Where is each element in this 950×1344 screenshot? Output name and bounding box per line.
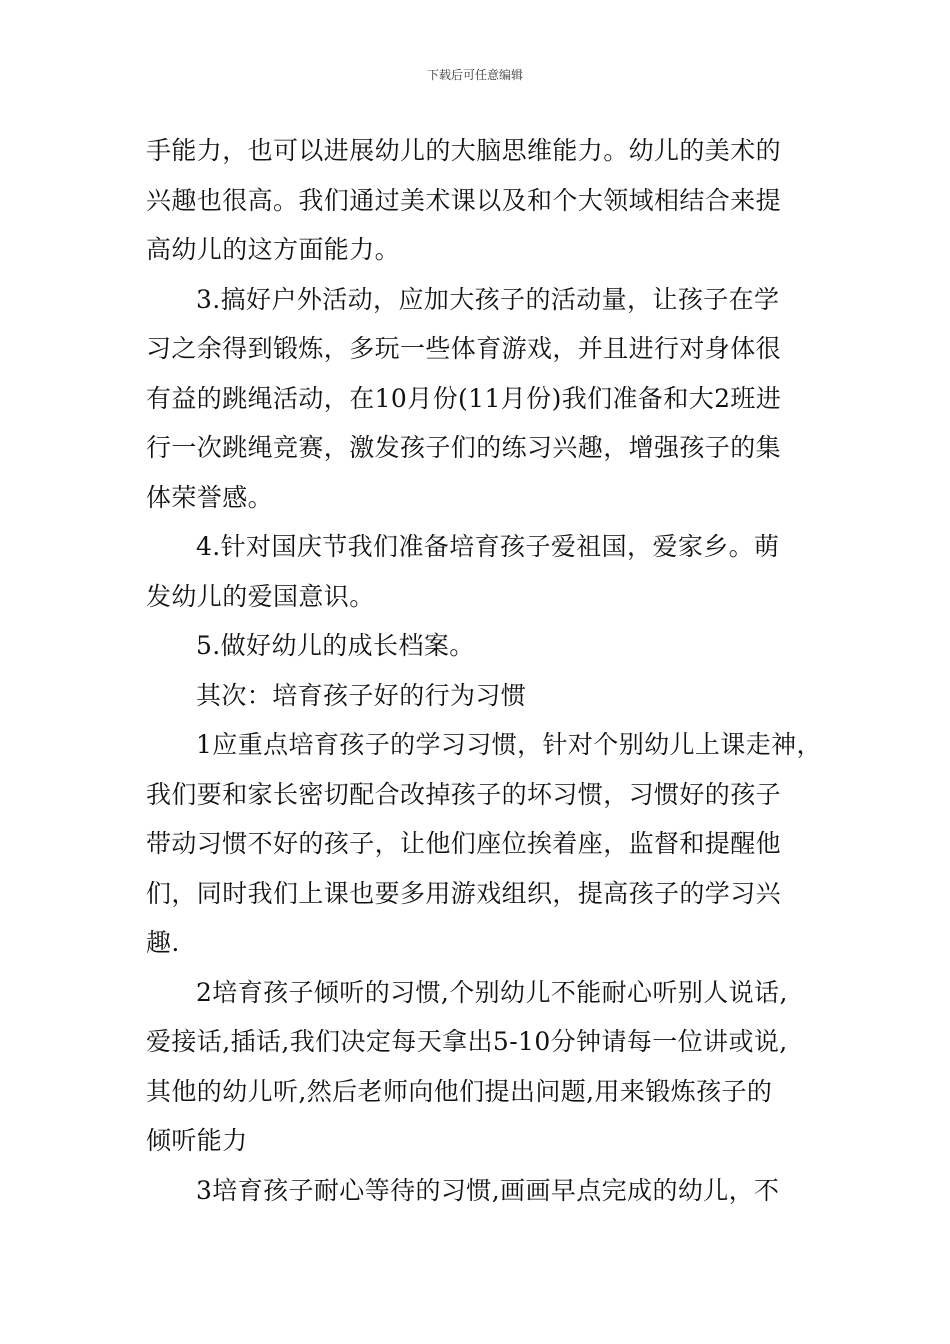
text-line: 发幼儿的爱国意识。 bbox=[146, 581, 375, 611]
text-line: 趣. bbox=[146, 928, 180, 957]
section-heading: 其次：培育孩子好的行为习惯 bbox=[196, 680, 527, 710]
text-line: 倾听能力 bbox=[146, 1126, 248, 1155]
text-line: 1应重点培育孩子的学习习惯，针对个别幼儿上课走神， bbox=[196, 730, 822, 759]
text-line: 3培育孩子耐心等待的习惯,画画早点完成的幼儿，不 bbox=[196, 1175, 780, 1205]
text-line: 有益的跳绳活动，在10月份(11月份)我们准备和大2班进 bbox=[146, 383, 782, 413]
text-line: 其他的幼儿听,然后老师向他们提出问题,用来锻炼孩子的 bbox=[146, 1076, 773, 1106]
text-line: 兴趣也很高。我们通过美术课以及和个大领域相结合来提 bbox=[146, 185, 782, 215]
text-line: 3.搞好户外活动，应加大孩子的活动量，让孩子在学 bbox=[196, 284, 780, 314]
text-line: 爱接话,插话,我们决定每天拿出5-10分钟请每一位讲或说, bbox=[146, 1027, 788, 1056]
text-line: 体荣誉感。 bbox=[146, 482, 274, 512]
text-line: 习之余得到锻炼，多玩一些体育游戏，并且进行对身体很 bbox=[146, 334, 782, 363]
text-line: 5.做好幼儿的成长档案。 bbox=[196, 631, 475, 660]
text-line: 行一次跳绳竞赛，激发孩子们的练习兴趣，增强孩子的集 bbox=[146, 433, 782, 462]
page-header: 下载后可任意编辑 bbox=[426, 68, 523, 82]
text-line: 高幼儿的这方面能力。 bbox=[146, 235, 401, 264]
text-line: 4.针对国庆节我们准备培育孩子爱祖国，爱家乡。萌 bbox=[196, 532, 780, 561]
text-line: 带动习惯不好的孩子，让他们座位挨着座，监督和提醒他 bbox=[146, 829, 782, 858]
text-line: 我们要和家长密切配合改掉孩子的坏习惯，习惯好的孩子 bbox=[146, 779, 782, 809]
text-line: 们，同时我们上课也要多用游戏组织，提高孩子的学习兴 bbox=[146, 878, 782, 908]
text-line: 手能力，也可以进展幼儿的大脑思维能力。幼儿的美术的 bbox=[146, 136, 782, 165]
document-body bbox=[146, 126, 822, 1215]
text-line: 2培育孩子倾听的习惯,个别幼儿不能耐心听别人说话, bbox=[196, 977, 788, 1007]
